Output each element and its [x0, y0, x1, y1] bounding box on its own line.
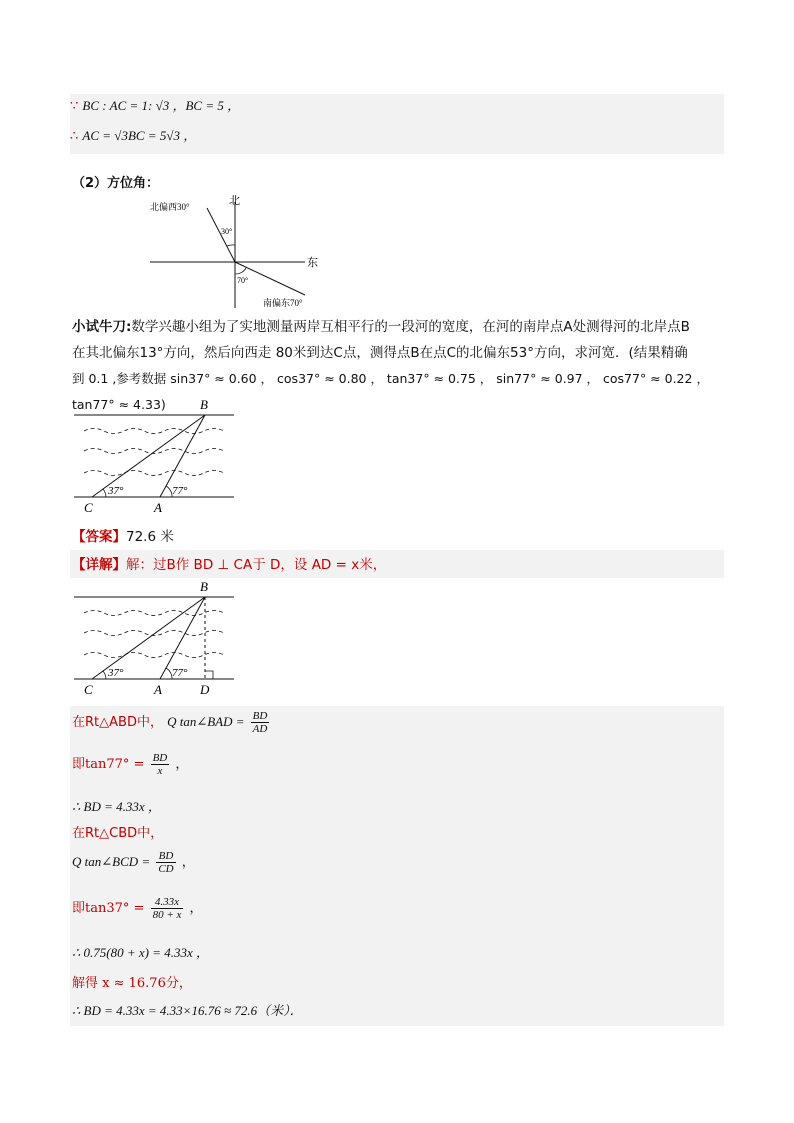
- prev-line-1: ∵ BC : AC = 1: √3 ，BC = 5 ，: [70, 98, 241, 114]
- section-title: （2）方位角：: [72, 176, 160, 191]
- river-figure-with-d: [72, 578, 240, 700]
- answer-line: [72, 525, 174, 545]
- se-label: 南偏东70°: [263, 298, 303, 308]
- point-a-label: A: [154, 500, 162, 515]
- detail-step-2: 即tan77° = $\frac{BD}{x}$ ，: [72, 752, 189, 777]
- detail-tag: 【详解】: [72, 557, 126, 573]
- problem-text: 小试牛刀:数学兴趣小组为了实地测量两岸互相平行的一段河的宽度，在河的南岸点A处测得河的北岸点B 在其北偏东13°方向，然后向西走 80米到达C点，测得点B在点C的北偏东53°方向，求河宽．(结果精确 到 0.1 ,参考数据 sin37° ≈ 0.60 ， cos37° ≈ 0.80 ， tan37° ≈ 0.75 ， sin77° ≈ 0.97 ， cos77° ≈ 0.22 ， tan77° ≈ 4.33): [72, 319, 709, 412]
- nw-label: 北偏西30°: [150, 202, 190, 212]
- point-a-label: A: [154, 682, 162, 697]
- north-label: 北: [229, 195, 240, 207]
- problem-label: 小试牛刀:: [72, 319, 132, 335]
- angle-top-label: 30°: [221, 227, 233, 236]
- river-figure: [72, 396, 240, 516]
- angle-a-label: 77°: [172, 485, 188, 497]
- bearing-diagram: [145, 190, 330, 315]
- detail-step-7: ∴ 0.75(80 + x) = 4.33x ，: [72, 945, 210, 960]
- detail-step-1: 在Rt△ABD中， Q tan∠BAD = $\frac{BD}{AD}$: [72, 710, 268, 735]
- detail-step-3: ∴ BD = 4.33x ，: [72, 799, 161, 814]
- point-c-label: C: [84, 682, 93, 697]
- point-b-label: B: [200, 397, 208, 412]
- answer-tag: 【答案】: [72, 529, 126, 545]
- detail-step-8: 解得 x ≈ 16.76分，: [72, 976, 192, 991]
- angle-c-label: 37°: [108, 667, 124, 679]
- detail-step-6: 即tan37° = $\frac{4.33x}{80 + x}$ ，: [72, 896, 203, 921]
- detail-intro: 【详解】解：过B作 BD ⊥ CA于 D，设 AD = x米，: [72, 557, 387, 573]
- angle-c-label: 37°: [108, 485, 124, 497]
- east-label: 东: [307, 257, 318, 269]
- prev-line-2: ∴ AC = √3BC = 5√3 ，: [70, 128, 197, 144]
- detail-step-9: ∴ BD = 4.33x = 4.33×16.76 ≈ 72.6（米）．: [72, 1003, 303, 1018]
- angle-bottom-label: 70°: [237, 276, 249, 285]
- point-d-label: D: [200, 682, 210, 697]
- point-b-label: B: [200, 579, 208, 594]
- detail-step-4: 在Rt△CBD中，: [72, 826, 164, 841]
- point-c-label: C: [84, 500, 93, 515]
- angle-a-label: 77°: [172, 667, 188, 679]
- answer-value: 72.6 米: [126, 529, 174, 545]
- detail-step-5: Q tan∠BCD = $\frac{BD}{CD}$ ，: [72, 850, 195, 875]
